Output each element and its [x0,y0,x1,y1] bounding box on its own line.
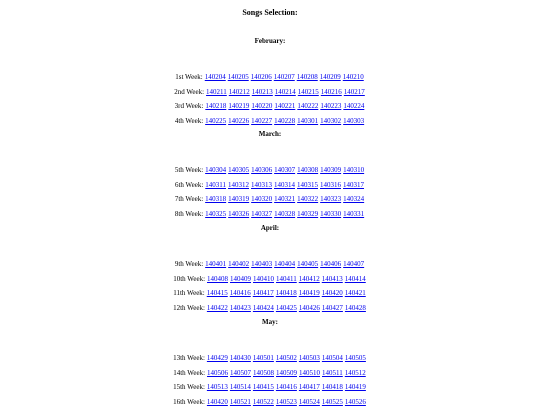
week-row [0,289,540,298]
song-link[interactable]: 140406 [320,260,342,268]
song-link[interactable]: 140319 [228,195,250,203]
song-link[interactable]: 140417 [252,289,274,297]
song-link[interactable]: 140405 [297,260,319,268]
week-label: 13th Week: [173,354,205,362]
month-heading-1: March: [258,130,282,138]
song-link[interactable]: 140414 [344,274,366,283]
song-link[interactable]: 140206 [250,73,272,81]
week-label: 4th Week: [174,116,204,125]
song-link[interactable]: 140306 [251,166,273,174]
song-link[interactable]: 140305 [228,166,250,174]
song-link[interactable]: 140411 [276,274,297,283]
song-link[interactable]: 140408 [207,274,229,283]
song-link[interactable]: 140401 [205,260,227,268]
song-link[interactable]: 140507 [230,368,252,377]
week-row [0,354,540,363]
week-row [0,195,540,204]
week-row [0,102,540,111]
song-link[interactable]: 140311 [205,180,227,189]
song-link[interactable]: 140510 [299,368,321,377]
song-link[interactable]: 140207 [273,73,295,81]
song-link[interactable]: 140204 [204,73,226,81]
week-label: 7th Week: [174,195,204,203]
song-link[interactable]: 140423 [229,303,251,312]
song-link[interactable]: 140511 [322,368,343,377]
song-link[interactable]: 140308 [297,166,319,174]
song-link[interactable]: 140418 [321,383,343,391]
song-link[interactable]: 140505 [344,354,366,362]
song-link[interactable]: 140222 [297,102,319,110]
song-link[interactable]: 140313 [251,180,273,189]
song-link[interactable]: 140412 [298,274,320,283]
song-link[interactable]: 140512 [344,368,366,377]
song-link[interactable]: 140227 [251,116,273,125]
song-link[interactable]: 140404 [274,260,296,268]
week-row [0,369,540,378]
song-link[interactable]: 140310 [343,166,365,174]
song-link[interactable]: 140302 [320,116,342,125]
song-link[interactable]: 140413 [321,274,343,283]
song-link[interactable]: 140421 [344,289,366,297]
song-link[interactable]: 140210 [342,73,364,81]
song-link[interactable]: 140312 [228,180,250,189]
week-row [0,181,540,190]
song-link[interactable]: 140415 [206,289,228,297]
song-link[interactable]: 140522 [252,397,274,406]
song-link[interactable]: 140430 [229,354,251,362]
song-link[interactable]: 140521 [229,397,251,406]
song-link[interactable]: 140425 [275,303,297,312]
week-row [0,383,540,392]
week-label: 15th Week: [173,383,205,391]
week-label: 3rd Week: [174,102,204,110]
page-title: Songs Selection: [242,8,298,17]
song-link[interactable]: 140417 [298,383,320,391]
song-link[interactable]: 140428 [344,303,366,312]
song-link[interactable]: 140322 [297,195,319,203]
song-link[interactable]: 140213 [251,87,273,96]
week-row [0,88,540,97]
song-link[interactable]: 140323 [320,195,342,203]
week-label: 6th Week: [174,180,204,189]
song-link[interactable]: 140418 [275,289,297,297]
week-row [0,210,540,219]
song-link[interactable]: 140403 [251,260,273,268]
song-link[interactable]: 140217 [343,87,365,96]
song-link[interactable]: 140407 [343,260,365,268]
song-link[interactable]: 140314 [274,180,296,189]
week-row [0,73,540,82]
week-label: 9th Week: [174,260,204,268]
song-link[interactable]: 140208 [296,73,318,81]
song-link[interactable]: 140514 [229,383,251,391]
week-row [0,117,540,126]
song-link[interactable]: 140326 [228,209,250,218]
song-link[interactable]: 140212 [228,87,250,96]
song-link[interactable]: 140307 [274,166,296,174]
song-link[interactable]: 140424 [252,303,274,312]
song-link[interactable]: 140209 [319,73,341,81]
song-link[interactable]: 140218 [205,102,227,110]
week-label: 12th Week: [173,303,205,312]
song-link[interactable]: 140328 [274,209,296,218]
song-link[interactable]: 140513 [206,383,228,391]
song-link[interactable]: 140506 [207,368,229,377]
song-link[interactable]: 140224 [343,102,365,110]
song-link[interactable]: 140419 [298,289,320,297]
song-link[interactable]: 140402 [228,260,250,268]
song-link[interactable]: 140219 [228,102,250,110]
song-link[interactable]: 140416 [229,289,251,297]
song-link[interactable]: 140303 [343,116,365,125]
song-link[interactable]: 140331 [343,209,365,218]
song-link[interactable]: 140420 [206,397,228,406]
song-link[interactable]: 140419 [344,383,366,391]
song-link[interactable]: 140216 [320,87,342,96]
song-link[interactable]: 140324 [343,195,365,203]
song-link[interactable]: 140422 [206,303,228,312]
song-link[interactable]: 140509 [276,368,298,377]
song-link[interactable]: 140325 [205,209,227,218]
song-link[interactable]: 140523 [275,397,297,406]
week-label: 10th Week: [173,274,206,283]
song-link[interactable]: 140317 [343,180,365,189]
song-link[interactable]: 140228 [274,116,296,125]
song-link[interactable]: 140226 [228,116,250,125]
song-link[interactable]: 140321 [274,195,296,203]
song-link[interactable]: 140526 [344,397,366,406]
week-label: 14th Week: [173,368,206,377]
week-label: 1st Week: [175,73,203,81]
song-link[interactable]: 140327 [251,209,273,218]
song-link[interactable]: 140501 [252,354,274,362]
song-link[interactable]: 140420 [321,289,343,297]
song-link[interactable]: 140318 [205,195,227,203]
song-link[interactable]: 140410 [253,274,275,283]
song-link[interactable]: 140205 [227,73,249,81]
song-link[interactable]: 140502 [275,354,297,362]
month-heading-0: February: [254,37,286,45]
song-link[interactable]: 140508 [253,368,275,377]
song-link[interactable]: 140426 [298,303,320,312]
month-heading-2: April: [260,224,280,232]
song-link[interactable]: 140211 [206,87,227,96]
song-link[interactable]: 140427 [321,303,343,312]
week-label: 16th Week: [173,397,205,406]
week-label: 8th Week: [174,209,204,218]
song-link[interactable]: 140329 [297,209,319,218]
song-link[interactable]: 140220 [251,102,273,110]
song-link[interactable]: 140225 [205,116,227,125]
song-link[interactable]: 140504 [321,354,343,362]
week-row [0,166,540,175]
week-row [0,260,540,269]
song-link[interactable]: 140525 [321,397,343,406]
song-link[interactable]: 140416 [275,383,297,391]
song-link[interactable]: 140524 [298,397,320,406]
week-row [0,304,540,313]
song-link[interactable]: 140415 [252,383,274,391]
song-link[interactable]: 140221 [274,102,296,110]
song-link[interactable]: 140429 [206,354,228,362]
week-label: 5th Week: [174,166,204,174]
week-label: 2nd Week: [174,87,205,96]
song-link[interactable]: 140304 [205,166,227,174]
song-link[interactable]: 140316 [320,180,342,189]
week-row [0,275,540,284]
song-link[interactable]: 140315 [297,180,319,189]
song-link[interactable]: 140223 [320,102,342,110]
song-link[interactable]: 140309 [320,166,342,174]
song-link[interactable]: 140320 [251,195,273,203]
song-link[interactable]: 140330 [320,209,342,218]
song-link[interactable]: 140503 [298,354,320,362]
song-link[interactable]: 140214 [274,87,296,96]
song-link[interactable]: 140409 [230,274,252,283]
song-link[interactable]: 140301 [297,116,319,125]
month-heading-3: May: [262,318,278,326]
song-link[interactable]: 140215 [297,87,319,96]
week-row [0,398,540,407]
week-label: 11th Week: [173,289,205,297]
